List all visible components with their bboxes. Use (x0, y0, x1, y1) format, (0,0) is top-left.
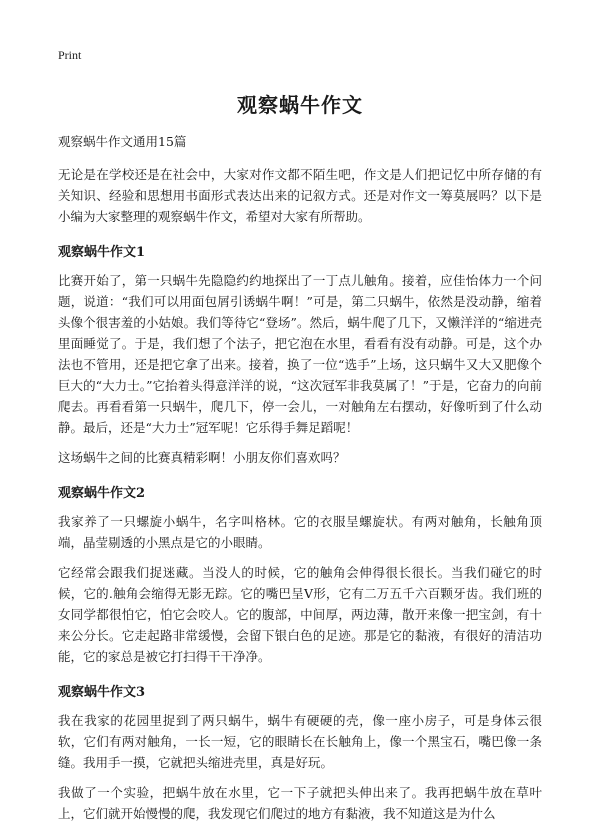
section-1-paragraph-1: 比赛开始了，第一只蜗牛先隐隐约约地探出了一丁点儿触角。接着，应佳怡体力一个问题，说道：“我们可以用面包屑引诱蜗牛啊！”可是，第二只蜗牛，依然是没动静，缩着头像个很害羞的小姑娘。我们等待它“登场”。然后，蜗牛爬了几下，又懒洋洋的“缩进壳里面睡觉了。于是，我们想了个法子，把它泡在水里，看看有没有动静。可是，这个办法也不管用，还是把它拿了出来。接着，换了一位“选手”上场，这只蜗牛又大又肥像个巨大的“大力士。”它抬着头得意洋洋的说，“这次冠军非我莫属了！”于是，它奋力的向前爬去。再看看第一只蜗牛，爬几下，停一会儿，一对触角左右摆动，好像听到了什么动静。最后，还是“大力士”冠军呢！它乐得手舞足蹈呢！ (58, 273, 542, 435)
print-link[interactable]: Print (58, 48, 82, 62)
section-heading-2: 观察蜗牛作文2 (58, 486, 146, 501)
section-2-paragraph-1: 我家养了一只螺旋小蜗牛，名字叫格林。它的衣服呈螺旋状。有两对触角，长触角顶端，晶莹剔透的小黑点是它的小眼睛。 (58, 514, 542, 550)
section-3-paragraph-2: 我做了一个实验，把蜗牛放在水里，它一下子就把头伸出来了。我再把蜗牛放在草叶上，它们就开始慢慢的爬，我发现它们爬过的地方有黏液，我不知道这是为什么 (58, 785, 542, 821)
section-2-paragraph-2: 它经常会跟我们捉迷藏。当没人的时候，它的触角会伸得很长很长。当我们碰它的时候，它的.触角会缩得无影无踪。它的嘴巴呈V形，它有二万五千六百颗牙齿。我们班的女同学都很怕它，怕它会咬人。它的腹部，中间厚，两边薄，散开来像一把宝剑，有十来公分长。它走起路非常缓慢，会留下银白色的足迹。那是它的黏液，有很好的清洁功能，它的家总是被它打扫得干干净净。 (58, 565, 542, 664)
section-1-paragraph-2: 这场蜗牛之间的比赛真精彩啊！小朋友你们喜欢吗？ (58, 450, 346, 465)
page-title: 观察蜗牛作文 (237, 93, 363, 117)
section-heading-1: 观察蜗牛作文1 (58, 245, 146, 260)
intro-paragraph: 无论是在学校还是在社会中，大家对作文都不陌生吧，作文是人们把记忆中所存储的有关知识、经验和思想用书面形式表达出来的记叙方式。还是对作文一筹莫展吗？以下是小编为大家整理的观察蜗牛作文，希望对大家有所帮助。 (58, 167, 542, 224)
section-3-paragraph-1: 我在我家的花园里捉到了两只蜗牛，蜗牛有硬硬的壳，像一座小房子，可是身体云很软，它们有两对触角，一长一短，它的眼睛长在长触角上，像一个黑宝石，嘴巴像一条缝。我用手一摸，它就把头缩进壳里，真是好玩。 (58, 713, 542, 770)
page-subtitle: 观察蜗牛作文通用15篇 (58, 134, 187, 149)
section-heading-3: 观察蜗牛作文3 (58, 685, 146, 700)
